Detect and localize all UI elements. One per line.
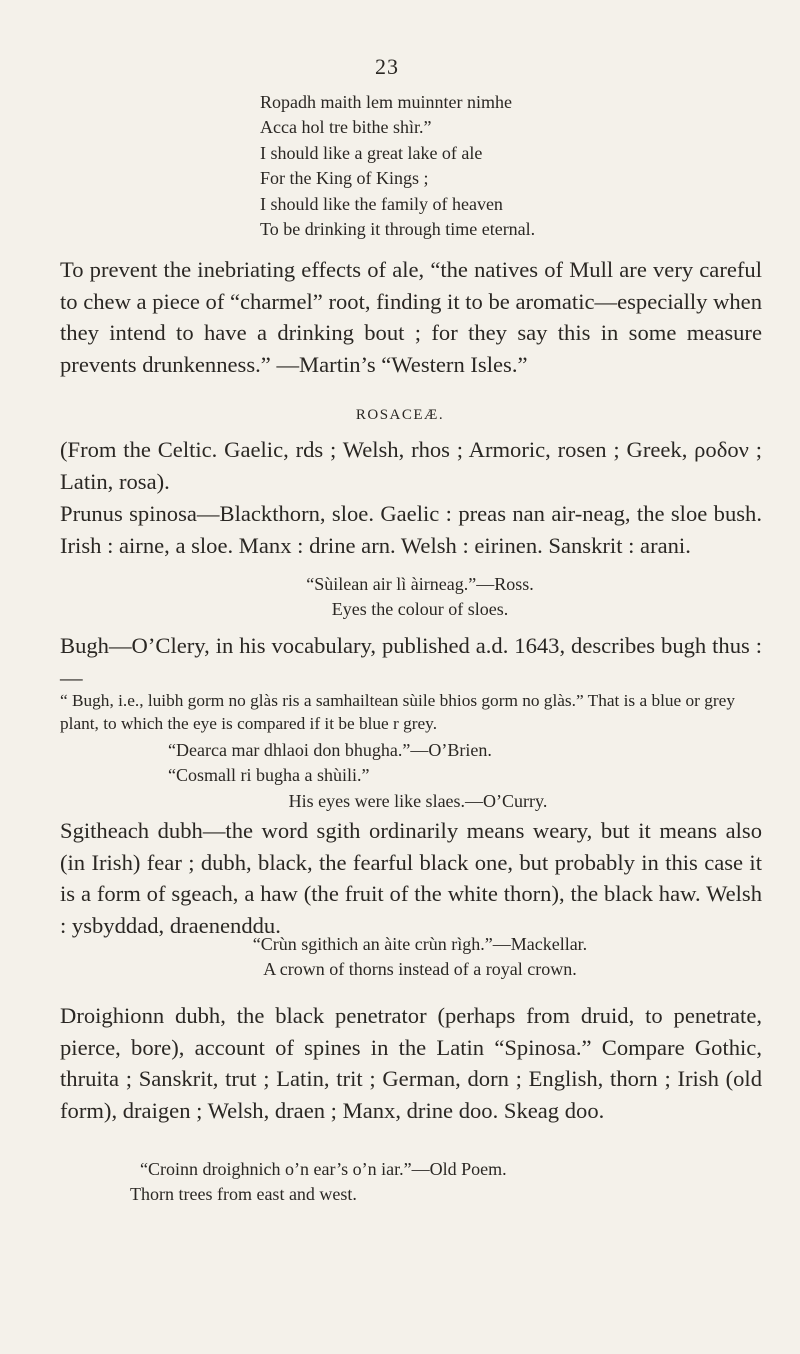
verse-line: I should like the family of heaven <box>260 193 503 214</box>
quote-line: “Crùn sgithich an àite crùn rìgh.”—Mackellar. <box>252 934 588 954</box>
opening-verse <box>260 90 535 242</box>
verse-line: For the King of Kings ; <box>260 168 429 189</box>
section-heading: ROSACEÆ. <box>355 407 445 423</box>
paragraph-bugh-definition: “ Bugh, i.e., luibh gorm no glàs ris a samhailtean sùile bhios gorm no glàs.” That is a blue or grey plant, to which the eye is compared if it be blue r grey. <box>60 691 735 733</box>
quote-mackellar <box>140 932 700 983</box>
quote-line: “Sùilean air lì àirneag.”—Ross. <box>306 574 534 594</box>
paragraph-mull: To prevent the inebriating effects of ale, “the natives of Mull are very careful to chew a piece of “charmel” root, finding it to be aromatic—especially when they intend to have a drinking bout ; for they say this in some measure prevents drunkenness.” —Martin’s “Western Isles.” <box>60 257 763 377</box>
paragraph-celtic: (From the Celtic. Gaelic, rds ; Welsh, rhos ; Armoric, rosen ; Greek, ροδον ; Latin, rosa). <box>60 437 762 494</box>
paragraph-prunus: Prunus spinosa—Blackthorn, sloe. Gaelic : preas nan air-neag, the sloe bush. Irish : airne, a sloe. Manx : drine arn. Welsh : eirinen. Sanskrit : arani. <box>60 501 762 558</box>
verse-line: Ropadh maith lem muinnter nimhe <box>260 92 512 112</box>
verse-line: I should like a great lake of ale <box>260 142 483 163</box>
quote-translation: Thorn trees from east and west. <box>130 1184 357 1205</box>
quote-ross <box>140 572 700 623</box>
quote-translation: His eyes were like slaes.—O’Curry. <box>288 790 548 811</box>
quote-translation: Eyes the colour of sloes. <box>331 599 509 620</box>
quote-line: “Croinn droighnich o’n ear’s o’n iar.”—Old Poem. <box>140 1159 507 1179</box>
paragraph-bugh: Bugh—O’Clery, in his vocabulary, published a.d. 1643, describes bugh thus :— <box>60 633 762 690</box>
verse-line: Acca hol tre bithe shìr.” <box>260 117 432 138</box>
paragraph-sgitheach: Sgitheach dubh—the word sgith ordinarily means weary, but it means also (in Irish) fear ; dubh, black, the fearful black one, but probably in this case it is a form of sgeach, a haw (the fruit of the white thorn), the black haw. Welsh : ysbyddad, draenenddu. <box>60 818 762 938</box>
page-number: 23 <box>375 54 399 79</box>
quote-old-poem <box>130 1157 700 1208</box>
quote-line: “Cosmall ri bugha a shùili.” <box>168 765 370 786</box>
verse-line: To be drinking it through time eternal. <box>260 219 536 240</box>
quote-translation: A crown of thorns instead of a royal crown. <box>263 959 577 980</box>
paragraph-droighionn: Droighionn dubh, the black penetrator (perhaps from druid, to penetrate, pierce, bore), account of spines in the Latin “Spinosa.” Compare Gothic, thruita ; Sanskrit, trut ; Latin, trit ; German, dorn ; English, thorn ; Irish (old form), draigen ; Welsh, draen ; Manx, drine doo. Skeag doo. <box>60 1003 762 1123</box>
quote-obrien <box>168 738 768 814</box>
quote-line: “Dearca mar dhlaoi don bhugha.”—O’Brien. <box>168 740 492 760</box>
